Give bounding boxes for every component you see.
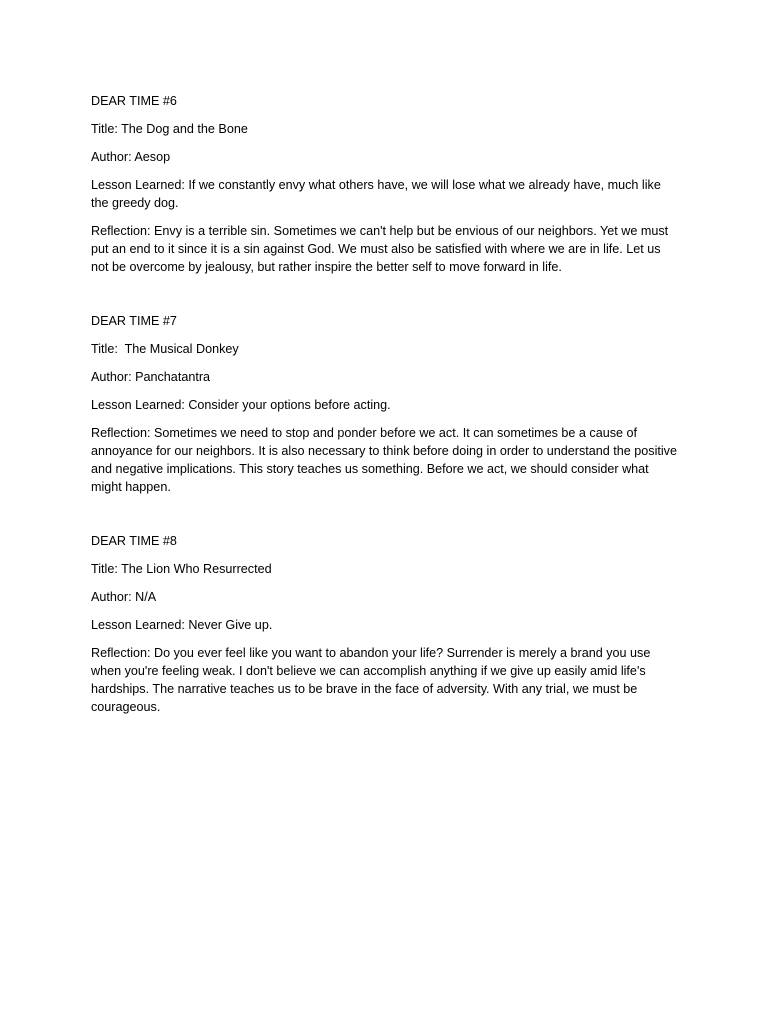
entry-author: Author: N/A	[91, 590, 157, 604]
entry-lesson: Lesson Learned: Never Give up.	[91, 618, 273, 632]
entry-title: Title: The Musical Donkey	[91, 342, 239, 356]
entry-reflection: Reflection: Do you ever feel like you want to abandon your life? Surrender is merely a brand you use when you're feeling weak. I don't believe we can accomplish anything if we give up easily amid life's hardships. The narrative teaches us to be brave in the face of adversity. With any trial, we must be courageous.	[91, 646, 651, 714]
entry-reflection: Reflection: Envy is a terrible sin. Sometimes we can't help but be envious of our neighbors. Yet we must put an end to it since it is a sin against God. We must also be satisfied with where we are in life. Let us not be overcome by jealousy, but rather inspire the better self to move forward in life.	[91, 224, 669, 274]
entry-reflection: Reflection: Sometimes we need to stop and ponder before we act. It can sometimes be a cause of annoyance for our neighbors. It is also necessary to think before doing in order to understand the positive and negative implications. This story teaches us something. Before we act, we should consider what might happen.	[91, 426, 677, 494]
entry-dear-time-6	[91, 92, 681, 276]
entry-heading: DEAR TIME #8	[91, 534, 177, 548]
entry-dear-time-8	[91, 532, 681, 716]
entry-title: Title: The Dog and the Bone	[91, 122, 248, 136]
entry-author: Author: Aesop	[91, 150, 171, 164]
document-body	[91, 92, 681, 752]
entry-heading: DEAR TIME #7	[91, 314, 177, 328]
entry-lesson: Lesson Learned: Consider your options before acting.	[91, 398, 391, 412]
entry-author: Author: Panchatantra	[91, 370, 211, 384]
entry-heading: DEAR TIME #6	[91, 94, 177, 108]
entry-dear-time-7	[91, 312, 681, 496]
entry-title: Title: The Lion Who Resurrected	[91, 562, 272, 576]
entry-lesson: Lesson Learned: If we constantly envy what others have, we will lose what we already have, much like the greedy dog.	[91, 178, 661, 210]
